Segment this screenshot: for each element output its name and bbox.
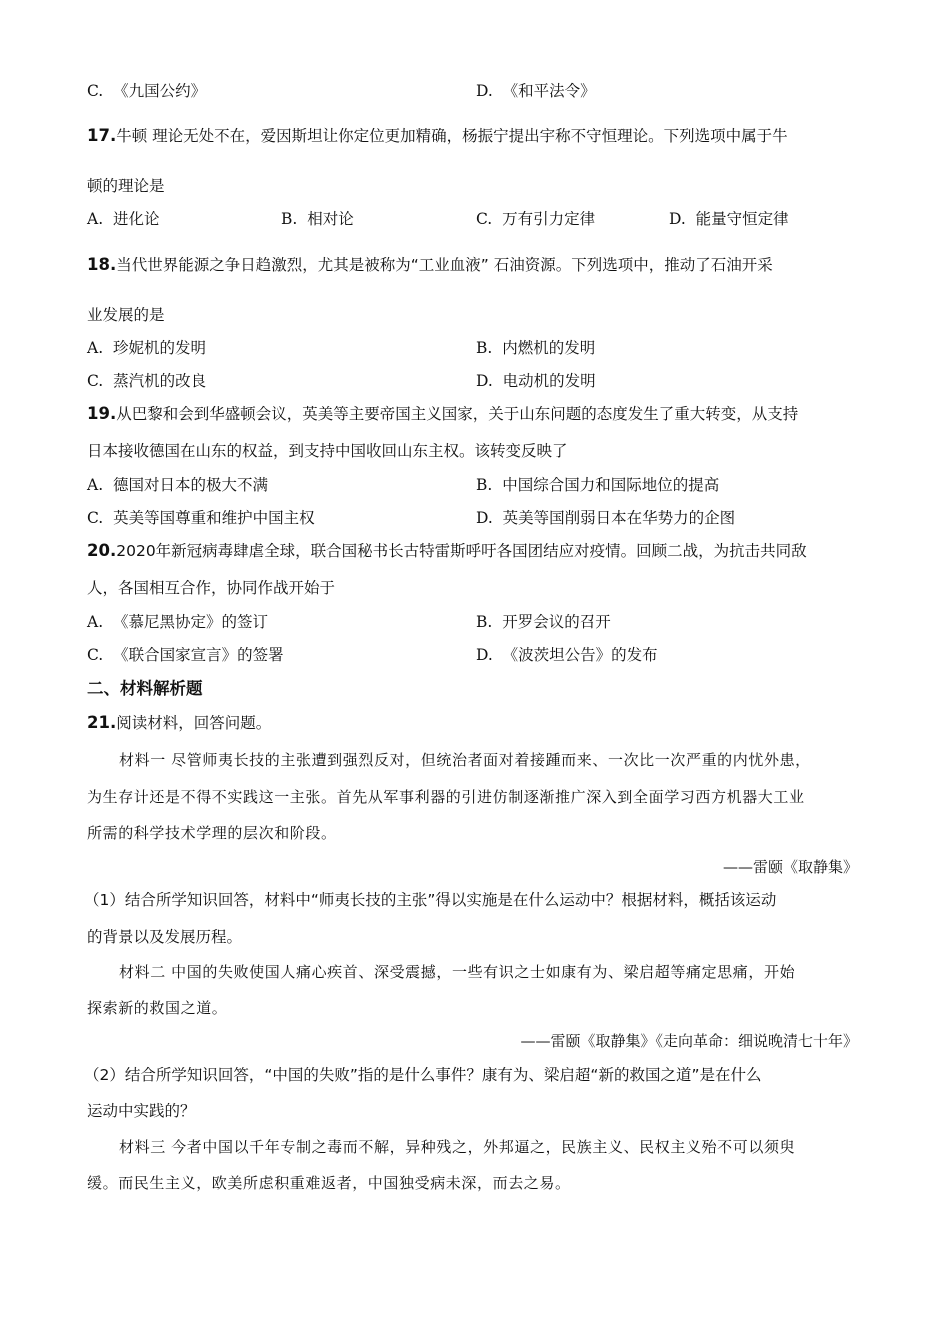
q20-option-c: C. 《联合国家宣言》的签署: [87, 646, 284, 664]
material-1-source: ——雷颐《取静集》: [722, 858, 858, 876]
q18-option-d: D. 电动机的发明: [476, 372, 596, 390]
section-heading: 二、材料解析题: [87, 679, 203, 698]
q20-option-a: A. 《慕尼黑协定》的签订: [87, 613, 268, 631]
subquestion-2-line1: （2）结合所学知识回答，“中国的失败”指的是什么事件？康有为、梁启超“新的救国之道”是在什么: [84, 1066, 762, 1084]
q17-option-c: C. 万有引力定律: [476, 210, 596, 228]
q17-option-a: A. 进化论: [87, 210, 160, 228]
q19-option-b: B. 中国综合国力和国际地位的提高: [476, 476, 720, 494]
q16-option-c: C. 《九国公约》: [87, 82, 207, 100]
q18-stem-line1: 18.当代世界能源之争日趋激烈，尤其是被称为“工业血液” 石油资源。下列选项中，推动了石油开采: [87, 255, 773, 274]
q19-option-a: A. 德国对日本的极大不满: [87, 476, 268, 494]
subquestion-1-line2: 的背景以及发展历程。: [87, 928, 243, 946]
material-2-source: ——雷颐《取静集》《走向革命：细说晚清七十年》: [520, 1032, 858, 1050]
material-1-line3: 所需的科学技术学理的层次和阶段。: [87, 824, 337, 842]
material-2-line2: 探索新的救国之道。: [87, 999, 228, 1017]
q20-stem-line1: 20.2020年新冠病毒肆虐全球，联合国秘书长古特雷斯呼吁各国团结应对疫情。回顾二战，为抗击共同敌: [87, 541, 807, 560]
q19-option-c: C. 英美等国尊重和维护中国主权: [87, 509, 315, 527]
material-1-line1: 材料一 尽管师夷长技的主张遭到强烈反对，但统治者面对着接踵而来、一次比一次严重的内忧外患，: [119, 751, 811, 769]
q18-option-b: B. 内燃机的发明: [476, 339, 596, 357]
material-1-line2: 为生存计还是不得不实践这一主张。首先从军事利器的引进仿制逐渐推广深入到全面学习西方机器大工业: [87, 788, 805, 806]
q18-stem-line2: 业发展的是: [87, 306, 165, 324]
q20-option-b: B. 开罗会议的召开: [476, 613, 611, 631]
q17-stem-line2: 顿的理论是: [87, 177, 165, 195]
q19-number: 19.: [87, 404, 117, 423]
q20-option-d: D. 《波茨坦公告》的发布: [476, 646, 658, 664]
q21-number: 21.: [87, 713, 117, 732]
q17-option-d: D. 能量守恒定律: [669, 210, 789, 228]
q19-stem-line2: 日本接收德国在山东的权益，到支持中国收回山东主权。该转变反映了: [87, 442, 568, 460]
q20-number: 20.: [87, 541, 117, 560]
q20-stem-line2: 人，各国相互合作，协同作战开始于: [87, 579, 336, 597]
q18-option-a: A. 珍妮机的发明: [87, 339, 206, 357]
q17-stem-line1: 17.牛顿 理论无处不在，爱因斯坦让你定位更加精确，杨振宁提出宇称不守恒理论。下列选项中属于牛: [87, 126, 788, 145]
material-2-line1: 材料二 中国的失败使国人痛心疾首、深受震撼，一些有识之士如康有为、梁启超等痛定思痛，开始: [119, 963, 796, 981]
subquestion-2-line2: 运动中实践的？: [87, 1102, 196, 1120]
q16-option-d: D. 《和平法令》: [476, 82, 596, 100]
q18-option-c: C. 蒸汽机的改良: [87, 372, 207, 390]
q19-option-d: D. 英美等国削弱日本在华势力的企图: [476, 509, 736, 527]
material-3-line2: 缓。而民生主义，欧美所虑积重难返者，中国独受病未深，而去之易。: [87, 1174, 571, 1192]
material-3-line1: 材料三 今者中国以千年专制之毒而不解，异种残之，外邦逼之，民族主义、民权主义殆不可以须臾: [119, 1138, 796, 1156]
q21-stem: 21.阅读材料，回答问题。: [87, 713, 272, 732]
q18-number: 18.: [87, 255, 117, 274]
q19-stem-line1: 19.从巴黎和会到华盛顿会议，英美等主要帝国主义国家，关于山东问题的态度发生了重大转变，从支持: [87, 404, 799, 423]
q17-option-b: B. 相对论: [281, 210, 354, 228]
subquestion-1-line1: （1）结合所学知识回答，材料中“师夷长技的主张”得以实施是在什么运动中？根据材料，概括该运动: [84, 891, 777, 909]
q17-number: 17.: [87, 126, 117, 145]
